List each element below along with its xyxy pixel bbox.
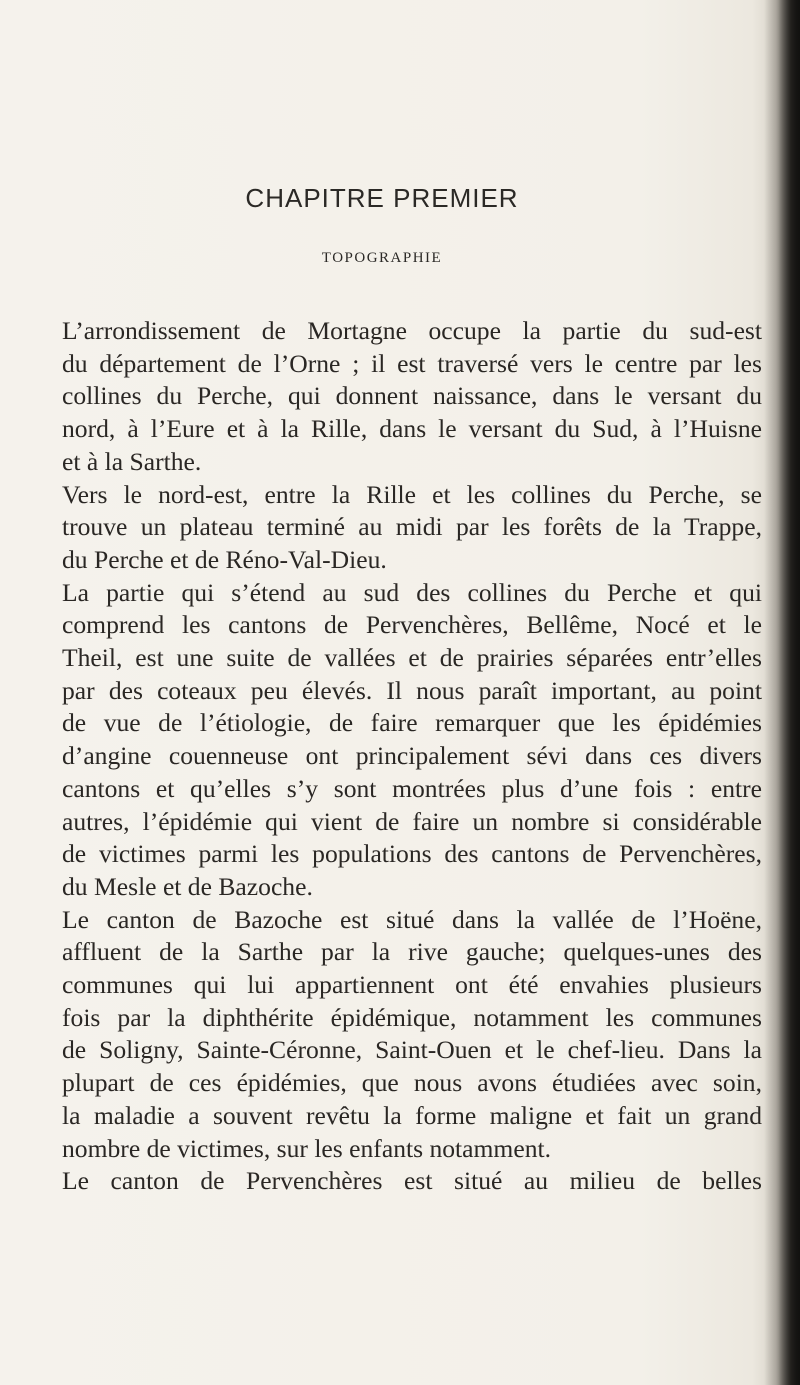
text-line: communes qui lui appartiennent ont été envahies plusieurs [62,970,762,1000]
text-line: fois par la diphthérite épidémique, notamment les communes [62,1002,762,1032]
section-title: TOPOGRAPHIE [321,250,443,266]
text-line: du Mesle et de Bazoche. [62,871,313,901]
text-line: Le canton de Bazoche est situé dans la vallée de l’Hoëne, [62,904,762,934]
body-text [62,315,762,1198]
text-line: du département de l’Orne ; il est traversé vers le centre par les [62,348,762,378]
book-spine-shadow [764,0,800,1385]
text-line: plupart de ces épidémies, que nous avons étudiées avec soin, [62,1068,762,1098]
text-line: de vue de l’étiologie, de faire remarquer que les épidémies [62,708,762,738]
chapter-title: CHAPITRE PREMIER [245,183,519,213]
text-line: Vers le nord-est, entre la Rille et les collines du Perche, se [62,479,762,509]
text-line: La partie qui s’étend au sud des collines du Perche et qui [62,577,762,607]
text-line: la maladie a souvent revêtu la forme maligne et fait un grand [62,1100,762,1130]
text-line: d’angine couenneuse ont principalement sévi dans ces divers [62,741,762,771]
text-line: Le canton de Pervenchères est situé au milieu de belles [62,1166,762,1196]
text-line: de Soligny, Sainte-Céronne, Saint-Ouen et le chef-lieu. Dans la [62,1035,762,1065]
text-line: comprend les cantons de Pervenchères, Bellême, Nocé et le [62,610,762,640]
text-line: par des coteaux peu élevés. Il nous paraît important, au point [62,675,762,705]
text-line: cantons et qu’elles s’y sont montrées plus d’une fois : entre [62,773,762,803]
text-line: Theil, est une suite de vallées et de prairies séparées entr’elles [62,643,762,673]
text-line: affluent de la Sarthe par la rive gauche; quelques-unes des [62,937,762,967]
text-line: du Perche et de Réno-Val-Dieu. [62,544,387,574]
text-line: nord, à l’Eure et à la Rille, dans le versant du Sud, à l’Huisne [62,414,762,444]
text-line: L’arrondissement de Mortagne occupe la partie du sud-est [62,316,762,345]
text-line: nombre de victimes, sur les enfants notamment. [62,1133,552,1163]
text-line: de victimes parmi les populations des cantons de Pervenchères, [62,839,762,869]
text-line: collines du Perche, qui donnent naissance, dans le versant du [62,381,762,411]
text-line: trouve un plateau terminé au midi par les forêts de la Trappe, [62,512,762,542]
text-line: et à la Sarthe. [62,446,202,476]
text-line: autres, l’épidémie qui vient de faire un nombre si considérable [62,806,762,836]
